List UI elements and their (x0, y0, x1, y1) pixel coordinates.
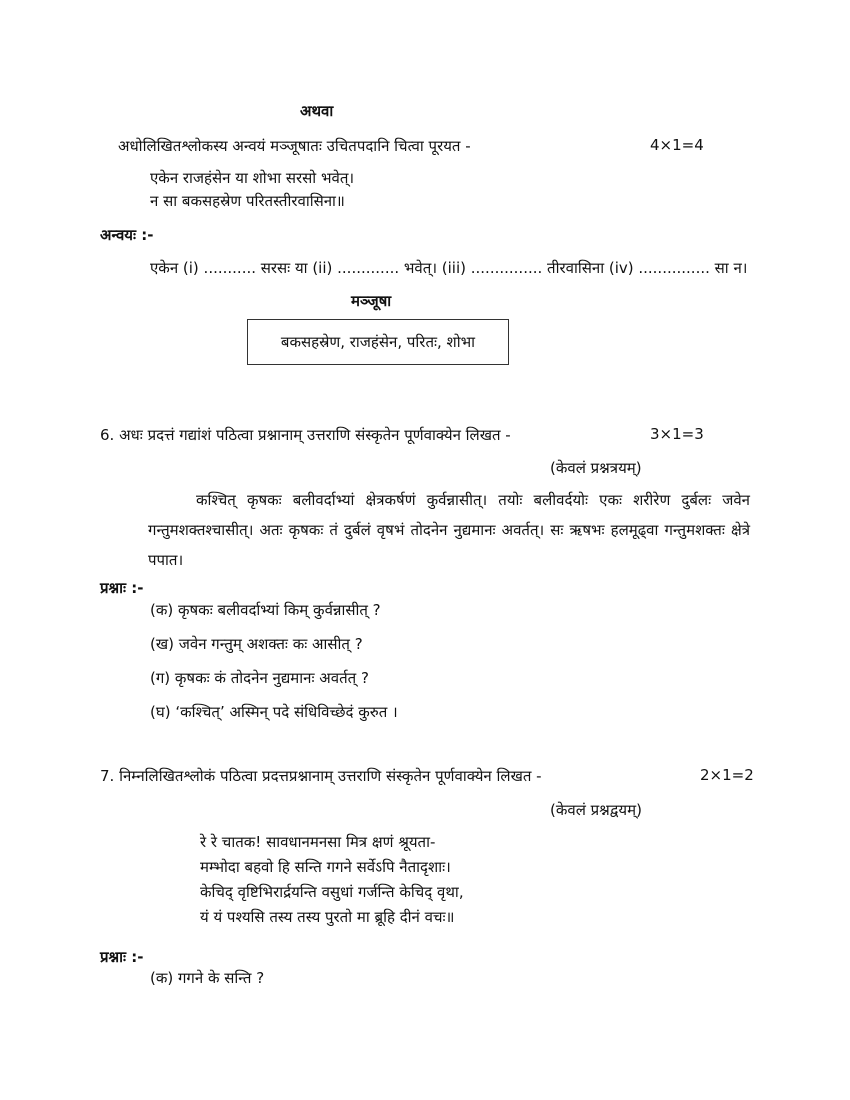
q6-question-gha: (घ) ‘कश्चित्’ अस्मिन् पदे संधिविच्छेदं कुरुत । (150, 703, 398, 721)
q7-text: 7. निम्नलिखितश्लोकं पठित्वा प्रदत्तप्रश्नानाम् उत्तराणि संस्कृतेन पूर्णवाक्येन लिखत - (100, 767, 542, 785)
q7-verse-line3: केचिद् वृष्टिभिरार्द्रयन्ति वसुधां गर्जन्ति केचिद् वृथा, (200, 883, 464, 901)
anvaya-question-text: अधोलिखितश्लोकस्य अन्वयं मञ्जूषातः उचितपदानि चित्वा पूरयत - (118, 137, 471, 155)
manjusha-heading: मञ्जूषा (351, 292, 392, 310)
q6-questions-label: प्रश्नाः :- (100, 579, 144, 597)
anvaya-label: अन्वयः :- (100, 226, 154, 244)
q7-verse-line2: मम्भोदा बहवो हि सन्ति गगने सर्वेऽपि नैतादृशाः। (200, 858, 451, 876)
anvaya-fill-text: एकेन (i) ........... सरसः या (ii) ............. भवेत्। (iii) ............... तीरवासिना (iv) ............... सा न। (150, 259, 748, 277)
q6-text: 6. अधः प्रदत्तं गद्यांशं पठित्वा प्रश्नानाम् उत्तराणि संस्कृतेन पूर्णवाक्येन लिखत - (100, 426, 511, 444)
q6-note: (केवलं प्रश्नत्रयम्) (550, 459, 642, 477)
q6-question-ka: (क) कृषकः बलीवर्दाभ्यां किम् कुर्वन्नासीत् ? (150, 601, 381, 619)
verse1-line1: एकेन राजहंसेन या शोभा सरसो भवेत्। (150, 169, 355, 187)
manjusha-words: बकसहस्रेण, राजहंसेन, परितः, शोभा (280, 333, 476, 351)
anvaya-question-marks: 4×1=4 (650, 136, 704, 154)
q6-passage-text: कश्चित् कृषकः बलीवर्दाभ्यां क्षेत्रकर्षणं कुर्वन्नासीत्। तयोः बलीवर्दयोः एकः शरीरेण दुर्बलः जवेन गन्तुमशक्तश्चासीत्। अतः कृषकः तं दुर्बलं वृषभं तोदनेन नुद्यमानः अवर्तत्। सः ऋषभः हलमूढ्वा गन्तुमशक्तः क्षेत्रे पपात। (148, 491, 750, 569)
q7-question-ka: (क) गगने के सन्ति ? (150, 969, 265, 987)
q7-verse-line1: रे रे चातक! सावधानमनसा मित्र क्षणं श्रूयता- (200, 833, 436, 851)
q6-marks: 3×1=3 (650, 425, 704, 443)
athava-heading: अथवा (300, 102, 334, 120)
q6-question-ga: (ग) कृषकः कं तोदनेन नुद्यमानः अवर्तत् ? (150, 669, 369, 687)
q6-question-kha: (ख) जवेन गन्तुम् अशक्तः कः आसीत् ? (150, 635, 363, 653)
q7-verse-line4: यं यं पश्यसि तस्य तस्य पुरतो मा ब्रूहि दीनं वचः॥ (200, 908, 455, 926)
q7-note: (केवलं प्रश्नद्वयम्) (550, 801, 642, 819)
q7-questions-label: प्रश्नाः :- (100, 948, 144, 966)
q7-marks: 2×1=2 (700, 766, 754, 784)
manjusha-box (247, 319, 509, 365)
q6-passage (148, 485, 750, 575)
verse1-line2: न सा बकसहस्रेण परितस्तीरवासिना॥ (150, 192, 345, 210)
